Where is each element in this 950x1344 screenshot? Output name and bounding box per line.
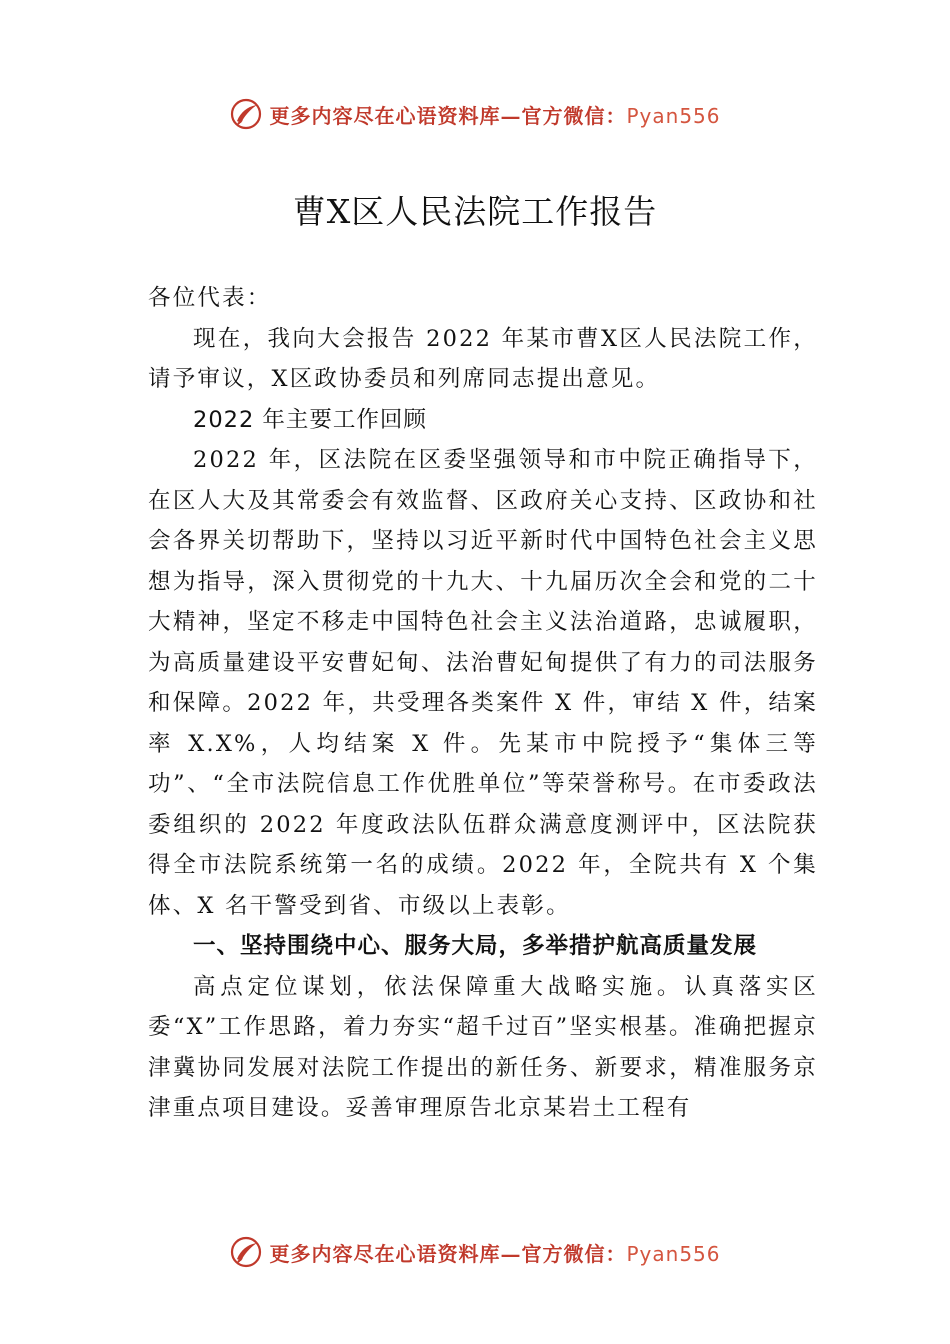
banner-text: 更多内容尽在心语资料库—官方微信：Pyan556: [269, 1241, 721, 1266]
watermark-banner-top: [0, 94, 950, 134]
pen-logo-icon: [229, 97, 263, 131]
review-paragraph: 2022 年，区法院在区委坚强领导和市中院正确指导下，在区人大及其常委会有效监督、区政府关心支持、区政协和社会各界关切帮助下，坚持以习近平新时代中国特色社会主义思想为指导，深入贯彻党的十九大、十九届历次全会和党的二十大精神，坚定不移走中国特色社会主义法治道路，忠诚履职，为高质量建设平安曹妃甸、法治曹妃甸提供了有力的司法服务和保障。2022 年，共受理各类案件 X 件，审结 X 件，结案率 X.X%，人均结案 X 件。先某市中院授予“集体三等功”、“全市法院信息工作优胜单位”等荣誉称号。在市委政法委组织的 2022 年度政法队伍群众满意度测评中，区法院获得全市法院系统第一名的成绩。2022 年，全院共有 X 个集体、X 名干警受到省、市级以上表彰。: [148, 447, 818, 919]
document-title: 曹X区人民法院工作报告: [292, 192, 658, 231]
pen-logo-icon: [229, 1235, 263, 1269]
banner-text: 更多内容尽在心语资料库—官方微信：Pyan556: [269, 103, 721, 128]
wechat-id: Pyan556: [626, 103, 721, 128]
intro-paragraph: 现在，我向大会报告 2022 年某市曹X区人民法院工作，请予审议，X区政协委员和列席同志提出意见。: [148, 325, 818, 392]
watermark-banner-bottom: [0, 1232, 950, 1272]
document-body: [148, 278, 818, 1129]
wechat-id: Pyan556: [626, 1241, 721, 1266]
section-review-title: 2022 年主要工作回顾: [193, 406, 427, 433]
section-one-title: 一、坚持围绕中心、服务大局，多举措护航高质量发展: [193, 933, 758, 959]
salutation: 各位代表：: [148, 285, 272, 311]
section-one-paragraph: 高点定位谋划，依法保障重大战略实施。认真落实区委“X”工作思路，着力夯实“超千过百”坚实根基。准确把握京津冀协同发展对法院工作提出的新任务、新要求，精准服务京津重点项目建设。妥善审理原告北京某岩土工程有: [148, 973, 818, 1121]
